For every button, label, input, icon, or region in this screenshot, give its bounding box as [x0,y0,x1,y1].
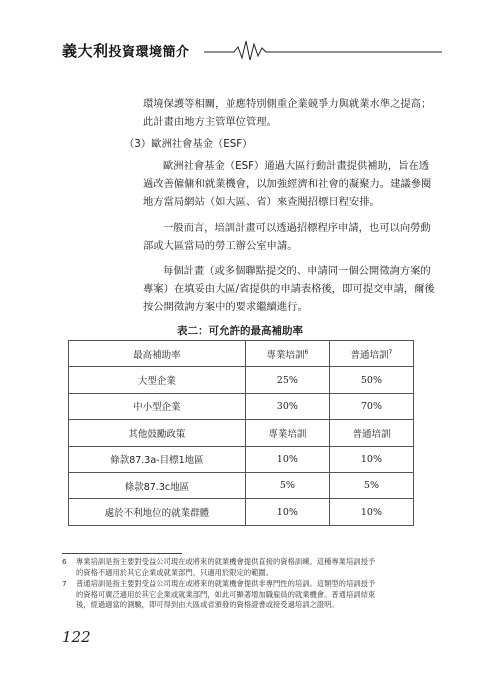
cell-value: 30% [245,393,329,419]
running-header [62,38,442,68]
paragraph-3 [143,219,439,255]
row-label: 處於不利地位的就業群體 [69,499,246,525]
text-line: 普通培訓是指主要對受益公司現在或將來的就業機會提供非專門性的培訓。這類型的培訓授予 [76,579,376,588]
table-row [69,499,414,525]
cell-value: 5% [329,472,413,498]
paragraph-4 [143,262,439,316]
text-line: 專案）在填妥由大區/省提供的申請表格後，即可提交申請，爾後 [143,283,435,295]
header-title-sub: 投資環境簡介 [108,45,190,60]
cell-value: 專業培訓 [245,420,329,446]
page-number: 122 [62,628,91,646]
text-line: 一般而言，培訓計畫可以透過招標程序申請，也可以向勞動 [163,222,431,234]
table-row [69,367,414,393]
text-line: 按公開徵詢方案中的要求繼續進行。 [143,301,308,313]
footnote-7 [62,579,432,611]
text-line: 後，經過適當的測驗，即可得到由大區或省頒發的資格證書或接受過培訓之證明。 [76,600,339,609]
paragraph-2 [143,157,439,211]
header-cell [245,341,329,367]
footnote-text [76,579,430,611]
text-line: 地方當局網站（如大區、省）來查閱招標日程安排。 [143,196,380,208]
cell-value: 25% [245,367,329,393]
text-line: 歐洲社會基金（ESF）通過大區行動計畫提供補助，旨在透 [163,160,430,172]
cell-value: 10% [245,446,329,472]
table-row [69,472,414,498]
cell-value: 10% [329,446,413,472]
header-cell [329,341,413,367]
cell-value: 普通培訓 [329,420,413,446]
paragraph-1 [143,95,439,131]
text-line: 部或大區當局的勞工辦公室申請。 [143,240,298,252]
footnote-ref: 7 [388,348,393,356]
cell-value: 10% [245,499,329,525]
table-header-row [69,341,414,367]
header-title [62,40,190,61]
text-line: 專業培訓是指主要對受益公司現在或將來的就業機會提供直接的資格訓練。這種專業培訓授予 [76,557,376,566]
footnote-6 [62,557,432,578]
text-line: 此計畫由地方主管單位管理。 [143,116,277,128]
row-label: 其他鼓勵政策 [69,420,246,446]
header-title-main: 義大利 [62,42,109,60]
footnote-text [76,557,430,578]
cell-value: 10% [329,499,413,525]
table-row [69,393,414,419]
text-line: 的資格不適用於其它企業或就業部門，只適用於限定的範圍。 [76,567,274,577]
text-line: 每個計畫（或多個聯點提交的、申請同一個公開徵詢方案的 [163,265,431,277]
text-line: 環境保護等相關，並應特別側重企業競爭力與就業水準之提高； [143,98,432,110]
footnote-divider [62,553,182,554]
subsidy-rate-table [68,340,414,526]
table-row [69,446,414,472]
row-label: 中小型企業 [69,393,246,419]
header-cell: 最高補助率 [69,341,246,367]
text-line: 的資格可廣泛適用於其它企業或就業部門，如此可顯著增加職雇員的就業機會。普通培訓結束 [76,589,376,599]
cell-value: 5% [245,472,329,498]
row-label: 條款87.3c地區 [69,472,246,498]
footnote-ref: 6 [304,348,309,356]
footnote-number: 7 [62,579,67,588]
footnote-number: 6 [62,557,67,566]
header-wave-line [204,38,442,62]
table-row [69,420,414,446]
text-line: 過改善僱傭和就業機會，以加強經濟和社會的凝聚力。建議參閱 [143,178,432,190]
cell-value: 70% [329,393,413,419]
cell-value: 50% [329,367,413,393]
row-label: 大型企業 [69,367,246,393]
row-label: 條款87.3a-目標1地區 [69,446,246,472]
section-heading-esf: （3）歐洲社會基金（ESF） [124,138,253,150]
table-caption: 表二：可允許的最高補助率 [177,325,303,337]
header-cell-text: 專業培訓 [266,349,305,361]
header-cell-text: 普通培訓 [350,349,389,361]
